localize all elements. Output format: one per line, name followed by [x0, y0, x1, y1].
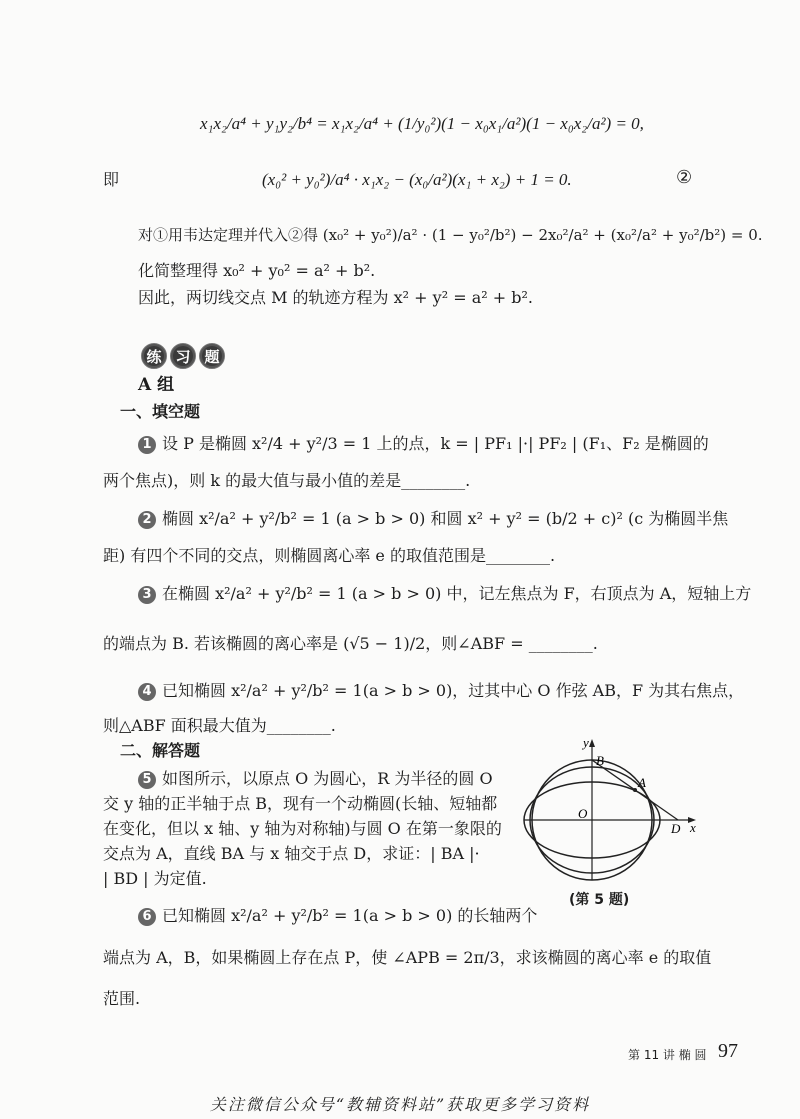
problem-text: 设 P 是椭圆 x²/4 + y²/3 = 1 上的点，k = | PF₁ |·| PF₂ | (F₁、F₂ 是椭圆的 [162, 434, 709, 453]
problem-text: 椭圆 x²/a² + y²/b² = 1 (a > b > 0) 和圆 x² + y² = (b/2 + c)² (c 为椭圆半焦 [162, 509, 729, 528]
part1-title: 一、填空题 [120, 402, 201, 421]
figure-caption: (第 5 题) [569, 892, 630, 908]
promo-banner: 关注微信公众号“教辅资料站”获取更多学习资料 [209, 1095, 591, 1114]
problem-5-line5: | BD | 为定值. [103, 869, 207, 888]
equation-tag: ② [676, 167, 693, 188]
page-number: 97 [718, 1040, 738, 1062]
problem-2-line2: 距) 有四个不同的交点，则椭圆离心率 e 的取值范围是________. [103, 546, 556, 565]
label-y: y [583, 735, 589, 750]
problem-text: 已知椭圆 x²/a² + y²/b² = 1(a > b > 0) 的长轴两个 [162, 906, 538, 925]
exercise-header [141, 343, 225, 369]
label-d: D [671, 821, 681, 836]
problem-5-line4: 交点为 A，直线 BA 与 x 轴交于点 D，求证：| BA |· [103, 844, 480, 863]
ji-label: 即 [103, 170, 120, 189]
problem-number: 1 [138, 436, 156, 454]
y-axis-arrow-icon [589, 739, 595, 747]
label-a: A [638, 775, 646, 790]
problem-4 [138, 680, 744, 702]
label-b: B [596, 753, 604, 768]
vieta-line: 对①用韦达定理并代入②得 (x₀² + y₀²)/a² · (1 − y₀²/b²) − 2x₀²/a² + (x₀²/a² + y₀²/b²) = 0. [138, 226, 763, 244]
problem-number: 3 [138, 586, 156, 604]
problem-number: 6 [138, 908, 156, 926]
part2-title: 二、解答题 [120, 741, 201, 760]
problem-5-line3: 在变化，但以 x 轴、y 轴为对称轴)与圆 O 在第一象限的 [103, 819, 502, 838]
problem-text: 在椭圆 x²/a² + y²/b² = 1 (a > b > 0) 中，记左焦点为 F，右顶点为 A，短轴上方 [162, 584, 752, 603]
problem-6-line2: 端点为 A，B，如果椭圆上存在点 P，使 ∠APB = 2π/3，求该椭圆的离心率 e 的取值 [103, 948, 712, 967]
problem-1 [138, 433, 709, 455]
label-x: x [690, 820, 696, 835]
problem-text: 已知椭圆 x²/a² + y²/b² = 1(a > b > 0)，过其中心 O 作弦 AB，F 为其右焦点， [162, 681, 745, 700]
problem-6-line3: 范围. [103, 989, 141, 1008]
badge-xi: 习 [170, 343, 196, 369]
label-o: O [578, 806, 588, 821]
problem-6 [138, 905, 537, 927]
badge-ti: 题 [199, 343, 225, 369]
problem-3 [138, 583, 751, 605]
problem-text: 如图所示，以原点 O 为圆心，R 为半径的圆 O [162, 769, 493, 788]
problem-4-line2: 则△ABF 面积最大值为________. [103, 716, 336, 735]
problem-3-line2: 的端点为 B. 若该椭圆的离心率是 (√5 − 1)/2，则∠ABF = ________. [103, 634, 598, 653]
conclusion-line: 因此，两切线交点 M 的轨迹方程为 x² + y² = a² + b². [138, 288, 533, 307]
problem-number: 4 [138, 683, 156, 701]
formula-eq2: (x₀² + y₀²)/a⁴ · x₁x₂ − (x₀/a²)(x₁ + x₂) + 1 = 0. [262, 170, 572, 189]
point-a [633, 788, 637, 792]
problem-number: 5 [138, 771, 156, 789]
problem-5-figure [520, 735, 710, 885]
chapter-title: 第 11 讲 椭 圆 [628, 1048, 707, 1062]
group-title: A 组 [138, 375, 175, 395]
problem-5 [138, 768, 493, 790]
simplify-line: 化简整理得 x₀² + y₀² = a² + b². [138, 261, 376, 280]
problem-2 [138, 508, 728, 530]
problem-number: 2 [138, 511, 156, 529]
problem-5-line2: 交 y 轴的正半轴于点 B，现有一个动椭圆(长轴、短轴都 [103, 794, 498, 813]
formula-eq1: x₁x₂/a⁴ + y₁y₂/b⁴ = x₁x₂/a⁴ + (1/y₀²)(1 − x₀x₁/a²)(1 − x₀x₂/a²) = 0, [200, 114, 644, 133]
problem-1-line2: 两个焦点)，则 k 的最大值与最小值的差是________. [103, 471, 471, 490]
badge-lian: 练 [141, 343, 167, 369]
